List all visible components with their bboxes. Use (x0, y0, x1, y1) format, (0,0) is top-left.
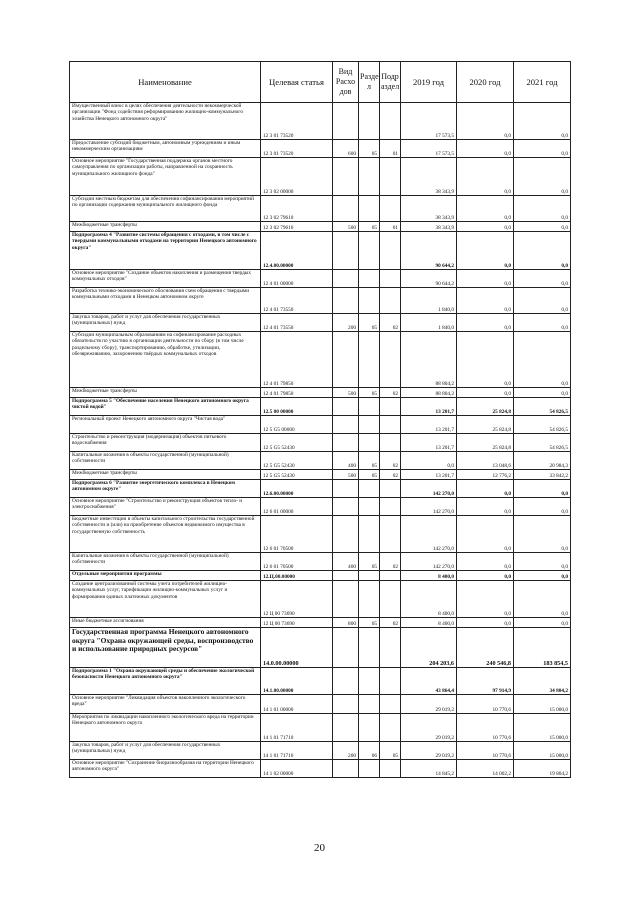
table-row (70, 222, 571, 232)
cell-subsection (380, 232, 401, 270)
table-row (70, 288, 571, 314)
cell-target-article: 14 1 02 00000 (261, 760, 333, 778)
table-row (70, 452, 571, 470)
cell-target-article: 12.Ц.00.00000 (261, 571, 333, 581)
cell-2019: 38 343,9 (401, 222, 457, 232)
cell-2020: 0,0 (457, 270, 514, 288)
cell-2019: 142 270,0 (401, 553, 457, 571)
cell-target-article: 12 4 01 00000 (261, 270, 333, 288)
cell-expense-type (333, 628, 359, 668)
cell-expense-type (333, 695, 359, 714)
cell-2020: 0,0 (457, 388, 514, 398)
cell-target-article: 12 3 02 79610 (261, 222, 333, 232)
cell-2019: 88 804,2 (401, 388, 457, 398)
table-row (70, 158, 571, 196)
cell-2021: 0,0 (514, 581, 571, 618)
table-row (70, 314, 571, 332)
cell-name: Мероприятия по ликвидации накопленного экологического вреда на территории Ненецкого автономного округа (70, 714, 261, 742)
table-row (70, 695, 571, 714)
cell-section (359, 103, 380, 140)
cell-subsection: 05 (380, 742, 401, 760)
table-row (70, 388, 571, 398)
cell-name: Основное мероприятие "Строительство и реконструкция объектов тепло- и электроснабжения" (70, 498, 261, 516)
cell-section: 05 (359, 452, 380, 470)
cell-2020: 97 914,9 (457, 668, 514, 695)
cell-2020: 0,0 (457, 618, 514, 628)
cell-expense-type (333, 714, 359, 742)
cell-expense-type: 400 (333, 553, 359, 571)
cell-name: Межбюджетные трансферты (70, 470, 261, 480)
cell-target-article: 12 3 01 73520 (261, 140, 333, 158)
cell-expense-type (333, 434, 359, 452)
header-2021: 2021 год (514, 62, 571, 103)
cell-expense-type (333, 516, 359, 553)
cell-2019: 17 573,5 (401, 140, 457, 158)
cell-2019: 90 644,2 (401, 232, 457, 270)
table-row (70, 618, 571, 628)
cell-subsection (380, 668, 401, 695)
cell-subsection: 02 (380, 553, 401, 571)
header-section: Разде л (359, 62, 380, 103)
cell-section (359, 158, 380, 196)
table-row (70, 416, 571, 434)
table-row (70, 480, 571, 498)
cell-name: Региональный проект Ненецкого автономного округа "Чистая вода" (70, 416, 261, 434)
cell-2019: 142 270,0 (401, 498, 457, 516)
cell-2019: 13 201,7 (401, 434, 457, 452)
cell-2020: 0,0 (457, 314, 514, 332)
cell-2020: 10 770,6 (457, 695, 514, 714)
cell-subsection (380, 270, 401, 288)
cell-2020: 25 824,8 (457, 434, 514, 452)
cell-subsection (380, 434, 401, 452)
table-row (70, 434, 571, 452)
cell-expense-type (333, 668, 359, 695)
cell-2020: 0,0 (457, 480, 514, 498)
cell-target-article: 14 1 01 00000 (261, 695, 333, 714)
table-row (70, 270, 571, 288)
cell-2020: 0,0 (457, 288, 514, 314)
cell-target-article: 12.4.00.00000 (261, 232, 333, 270)
cell-subsection (380, 714, 401, 742)
cell-name: Капитальные вложения в объекты государственной (муниципальной) собственности (70, 553, 261, 571)
cell-section (359, 196, 380, 222)
cell-subsection (380, 398, 401, 416)
table-header (70, 62, 571, 103)
cell-2020: 0,0 (457, 553, 514, 571)
cell-subsection: 02 (380, 452, 401, 470)
cell-name: Подпрограмма 1 "Охрана окружающей среды и обеспечение экологической безопасности Ненецкого автономного округа" (70, 668, 261, 695)
table-row (70, 571, 571, 581)
cell-expense-type (333, 270, 359, 288)
cell-target-article: 12 4 01 73550 (261, 314, 333, 332)
cell-name: Подпрограмма 6 "Развитие энергетического комплекса в Ненецком автономном округе" (70, 480, 261, 498)
cell-2019: 38 343,9 (401, 196, 457, 222)
cell-name: Основное мероприятие "Создание объектов накопления и размещения твердых коммунальных отходов" (70, 270, 261, 288)
cell-2019: 13 201,7 (401, 398, 457, 416)
cell-2021: 0,0 (514, 103, 571, 140)
cell-section (359, 714, 380, 742)
cell-2020: 0,0 (457, 498, 514, 516)
cell-section (359, 332, 380, 388)
cell-subsection (380, 516, 401, 553)
cell-2021: 20 984,3 (514, 452, 571, 470)
cell-2020: 0,0 (457, 158, 514, 196)
cell-subsection (380, 158, 401, 196)
budget-table (69, 61, 571, 778)
cell-2019: 43 864,4 (401, 668, 457, 695)
cell-name: Создание централизованной системы учета потребителей жилищно-коммунальных услуг, тарификации жилищно-коммунальных услуг и формирования единых платежных документов (70, 581, 261, 618)
cell-2021: 15 000,0 (514, 742, 571, 760)
cell-2019: 29 019,2 (401, 714, 457, 742)
cell-2021: 0,0 (514, 618, 571, 628)
cell-target-article: 12.6.00.00000 (261, 480, 333, 498)
cell-expense-type: 200 (333, 314, 359, 332)
cell-name: Закупка товаров, работ и услуг для обеспечения государственных (муниципальных) нужд (70, 742, 261, 760)
cell-expense-type (333, 398, 359, 416)
cell-section: 05 (359, 470, 380, 480)
cell-2020: 0,0 (457, 516, 514, 553)
cell-2020: 12 776,2 (457, 470, 514, 480)
table-row (70, 714, 571, 742)
cell-name: Строительство и реконструкция (модернизация) объектов питьевого водоснабжения (70, 434, 261, 452)
cell-section (359, 760, 380, 778)
cell-target-article: 14 1 01 71710 (261, 742, 333, 760)
cell-section (359, 270, 380, 288)
cell-name: Субсидии муниципальным образованиям на софинансирование расходных обязательств по участию в организации деятельности по сбору (в том числе раздельному сбору), транспортированию, обработке, утилизации, обезвреживанию, захоронению твёрдых коммунальных отходов (70, 332, 261, 388)
header-row (70, 62, 571, 103)
table-row (70, 498, 571, 516)
cell-subsection: 01 (380, 140, 401, 158)
cell-name: Основное мероприятие "Государственная поддержка органов местного самоуправления по организации работы, направленной на сохранность муниципального жилищного фонда" (70, 158, 261, 196)
cell-subsection (380, 628, 401, 668)
cell-name: Подпрограмма 5 "Обеспечение населения Ненецкого автономного округа чистой водой" (70, 398, 261, 416)
cell-expense-type: 500 (333, 470, 359, 480)
table-row (70, 516, 571, 553)
cell-2019: 29 019,2 (401, 695, 457, 714)
table-body (70, 103, 571, 778)
cell-section (359, 480, 380, 498)
cell-target-article: 12 5 G5 52430 (261, 470, 333, 480)
cell-2020: 0,0 (457, 196, 514, 222)
cell-2021: 0,0 (514, 288, 571, 314)
header-target-article: Целевая статья (261, 62, 333, 103)
cell-subsection (380, 288, 401, 314)
cell-target-article: 12 Ц 00 73690 (261, 618, 333, 628)
cell-2021: 54 826,5 (514, 416, 571, 434)
cell-2021: 0,0 (514, 232, 571, 270)
header-name: Наименование (70, 62, 261, 103)
cell-subsection: 02 (380, 618, 401, 628)
cell-2020: 0,0 (457, 222, 514, 232)
cell-subsection (380, 332, 401, 388)
cell-2020: 0,0 (457, 571, 514, 581)
cell-2019: 90 644,2 (401, 270, 457, 288)
cell-2021: 0,0 (514, 140, 571, 158)
cell-2019: 29 019,2 (401, 742, 457, 760)
cell-expense-type (333, 103, 359, 140)
cell-2020: 25 824,8 (457, 416, 514, 434)
cell-expense-type: 500 (333, 222, 359, 232)
cell-expense-type (333, 581, 359, 618)
cell-name: Иные бюджетные ассигнования (70, 618, 261, 628)
cell-expense-type (333, 332, 359, 388)
cell-expense-type: 600 (333, 140, 359, 158)
cell-section (359, 498, 380, 516)
cell-expense-type (333, 760, 359, 778)
cell-expense-type (333, 416, 359, 434)
cell-2020: 14 002,2 (457, 760, 514, 778)
cell-expense-type: 200 (333, 742, 359, 760)
cell-2019: 0,0 (401, 452, 457, 470)
cell-section (359, 232, 380, 270)
cell-target-article: 12.5 00 00000 (261, 398, 333, 416)
cell-subsection (380, 196, 401, 222)
cell-section: 06 (359, 742, 380, 760)
cell-2020: 10 770,6 (457, 742, 514, 760)
table-row (70, 196, 571, 222)
cell-expense-type (333, 480, 359, 498)
cell-section (359, 516, 380, 553)
header-subsection: Подр аздел (380, 62, 401, 103)
cell-section (359, 628, 380, 668)
table-row (70, 668, 571, 695)
table-row (70, 232, 571, 270)
cell-section (359, 695, 380, 714)
cell-2021: 33 842,2 (514, 470, 571, 480)
table-row (70, 103, 571, 140)
cell-target-article: 12 5 G5 52430 (261, 434, 333, 452)
cell-2019: 38 343,9 (401, 158, 457, 196)
cell-2019: 88 804,2 (401, 332, 457, 388)
cell-target-article: 12 6 01 70500 (261, 553, 333, 571)
cell-expense-type (333, 498, 359, 516)
cell-2020: 25 824,8 (457, 398, 514, 416)
table-row (70, 628, 571, 668)
cell-2021: 0,0 (514, 314, 571, 332)
cell-target-article: 14.1.00.00000 (261, 668, 333, 695)
cell-section: 05 (359, 388, 380, 398)
cell-section: 05 (359, 553, 380, 571)
cell-2019: 1 840,0 (401, 314, 457, 332)
table-row (70, 140, 571, 158)
cell-2020: 240 546,8 (457, 628, 514, 668)
cell-subsection (380, 760, 401, 778)
cell-section (359, 571, 380, 581)
cell-expense-type (333, 232, 359, 270)
cell-target-article: 12 3 01 73520 (261, 103, 333, 140)
cell-2021: 0,0 (514, 388, 571, 398)
cell-section: 05 (359, 222, 380, 232)
cell-2021: 0,0 (514, 158, 571, 196)
cell-expense-type: 800 (333, 618, 359, 628)
cell-2021: 0,0 (514, 571, 571, 581)
table-row (70, 553, 571, 571)
cell-section (359, 288, 380, 314)
cell-name: Государственная программа Ненецкого автономного округа "Охрана окружающей среды, воспроизводство и использование природных ресурсов" (70, 628, 261, 668)
cell-2019: 142 270,0 (401, 480, 457, 498)
cell-2020: 0,0 (457, 332, 514, 388)
cell-subsection (380, 416, 401, 434)
cell-name: Предоставление субсидий бюджетным, автономным учреждениям и иным некоммерческим организациям (70, 140, 261, 158)
cell-2019: 142 270,0 (401, 516, 457, 553)
cell-section: 05 (359, 140, 380, 158)
cell-expense-type: 400 (333, 452, 359, 470)
cell-2019: 8 400,0 (401, 571, 457, 581)
cell-2021: 183 854,5 (514, 628, 571, 668)
cell-subsection: 02 (380, 314, 401, 332)
cell-target-article: 12 4 01 79850 (261, 388, 333, 398)
cell-2021: 0,0 (514, 222, 571, 232)
cell-2019: 13 201,7 (401, 416, 457, 434)
cell-target-article: 12 5 G5 52430 (261, 452, 333, 470)
header-expense-type: Вид Расхо дов (333, 62, 359, 103)
table-row (70, 332, 571, 388)
cell-name: Отдельные мероприятия программы (70, 571, 261, 581)
cell-target-article: 12 3 02 79610 (261, 196, 333, 222)
cell-name: Субсидии местным бюджетам для обеспечения софинансирования мероприятий по организации содержания муниципального жилищного фонда (70, 196, 261, 222)
cell-2021: 34 804,2 (514, 668, 571, 695)
header-2020: 2020 год (457, 62, 514, 103)
cell-2020: 0,0 (457, 581, 514, 618)
cell-name: Основное мероприятие "Ликвидация объектов накопленного экологического вреда" (70, 695, 261, 714)
cell-2021: 54 826,5 (514, 434, 571, 452)
cell-2021: 0,0 (514, 516, 571, 553)
cell-expense-type (333, 158, 359, 196)
table-row (70, 760, 571, 778)
cell-name: Капитальные вложения в объекты государственной (муниципальной) собственности (70, 452, 261, 470)
cell-2021: 19 804,2 (514, 760, 571, 778)
cell-2019: 8 400,0 (401, 581, 457, 618)
cell-subsection: 02 (380, 470, 401, 480)
cell-name: Межбюджетные трансферты (70, 388, 261, 398)
cell-2019: 13 201,7 (401, 470, 457, 480)
cell-name: Закупка товаров, работ и услуг для обеспечения государственных (муниципальных) нужд (70, 314, 261, 332)
cell-name: Подпрограмма 4 "Развитие системы обращения с отходами, в том числе с твердыми коммунальными отходами на территории Ненецкого автономного округа" (70, 232, 261, 270)
cell-section (359, 668, 380, 695)
cell-name: Имущественный взнос в целях обеспечения деятельности некоммерческой организации "Фонд содействия реформированию жилищно-коммунального хозяйства Ненецкого автономного округа" (70, 103, 261, 140)
cell-section (359, 434, 380, 452)
cell-2020: 13 048,6 (457, 452, 514, 470)
cell-2020: 0,0 (457, 140, 514, 158)
header-2019: 2019 год (401, 62, 457, 103)
cell-target-article: 12 6 01 00000 (261, 498, 333, 516)
cell-target-article: 12 5 G5 00000 (261, 416, 333, 434)
table-row (70, 742, 571, 760)
cell-2021: 0,0 (514, 270, 571, 288)
table-row (70, 581, 571, 618)
cell-name: Разработка технико-экономического обоснования схем обращения с твердыми коммунальными отходами в Ненецком автономном округе (70, 288, 261, 314)
cell-subsection (380, 480, 401, 498)
cell-name: Межбюджетные трансферты (70, 222, 261, 232)
cell-name: Основное мероприятие "Сохранение биоразнообразия на территории Ненецкого автономного округа" (70, 760, 261, 778)
cell-section (359, 398, 380, 416)
cell-subsection (380, 103, 401, 140)
cell-2020: 0,0 (457, 232, 514, 270)
cell-target-article: 12 4 01 73550 (261, 288, 333, 314)
table-row (70, 398, 571, 416)
cell-2019: 17 573,5 (401, 103, 457, 140)
cell-subsection (380, 498, 401, 516)
cell-2019: 204 203,6 (401, 628, 457, 668)
cell-2021: 15 000,0 (514, 695, 571, 714)
cell-2021: 54 826,5 (514, 398, 571, 416)
cell-2020: 0,0 (457, 103, 514, 140)
cell-section (359, 581, 380, 618)
cell-name: Бюджетные инвестиции в объекты капитального строительства государственной собственности и (или) на приобретение объектов недвижимого имущества в государственную собственность (70, 516, 261, 553)
cell-expense-type (333, 571, 359, 581)
cell-2021: 0,0 (514, 498, 571, 516)
cell-2021: 0,0 (514, 332, 571, 388)
cell-expense-type (333, 288, 359, 314)
cell-2021: 15 000,0 (514, 714, 571, 742)
cell-2021: 0,0 (514, 553, 571, 571)
cell-2020: 10 770,6 (457, 714, 514, 742)
cell-subsection (380, 571, 401, 581)
cell-target-article: 14 1 01 71710 (261, 714, 333, 742)
cell-target-article: 12 4 01 79850 (261, 332, 333, 388)
cell-2019: 1 840,0 (401, 288, 457, 314)
cell-2021: 0,0 (514, 196, 571, 222)
cell-subsection: 02 (380, 388, 401, 398)
cell-2019: 14 845,2 (401, 760, 457, 778)
cell-section: 05 (359, 314, 380, 332)
cell-subsection (380, 695, 401, 714)
cell-2019: 8 400,0 (401, 618, 457, 628)
cell-target-article: 12 6 01 70500 (261, 516, 333, 553)
table-row (70, 470, 571, 480)
cell-expense-type: 500 (333, 388, 359, 398)
cell-target-article: 12 3 02 00000 (261, 158, 333, 196)
cell-expense-type (333, 196, 359, 222)
cell-section (359, 416, 380, 434)
cell-subsection: 01 (380, 222, 401, 232)
cell-target-article: 12 Ц 00 73690 (261, 581, 333, 618)
cell-section: 05 (359, 618, 380, 628)
cell-subsection (380, 581, 401, 618)
cell-target-article: 14.0.00.00000 (261, 628, 333, 668)
page-number: 20 (314, 842, 325, 854)
cell-2021: 0,0 (514, 480, 571, 498)
